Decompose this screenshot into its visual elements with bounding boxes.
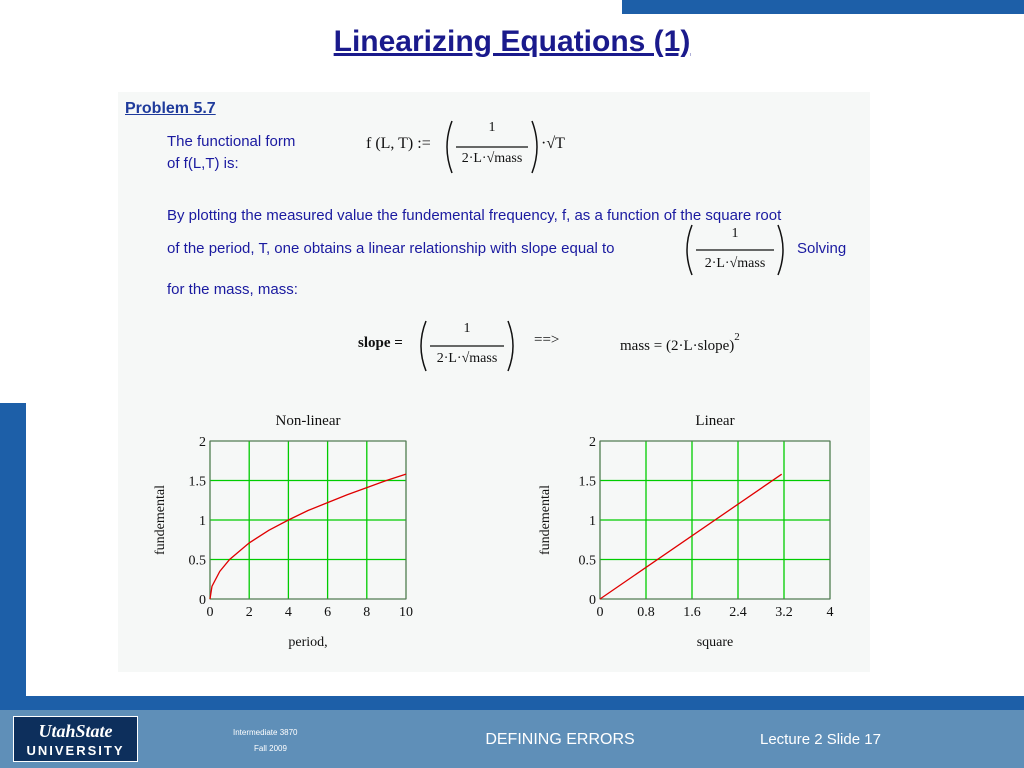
slope-lhs: slope =: [358, 335, 403, 351]
y-tick-label: 2: [199, 435, 206, 450]
footer-title: DEFINING ERRORS: [485, 731, 635, 748]
functional-form-line1: The functional form: [167, 133, 296, 150]
y-axis-label: fundemental: [538, 485, 553, 555]
y-axis-label: fundemental: [153, 485, 168, 555]
x-tick-label: 2.4: [729, 605, 747, 620]
x-tick-label: 1.6: [683, 605, 701, 620]
series-line: [210, 474, 406, 599]
series-line: [600, 474, 782, 599]
y-tick-label: 0: [589, 593, 596, 608]
linear-chart: [535, 408, 845, 670]
mass-equation: [620, 331, 740, 355]
logo-line1: UtahState: [38, 721, 113, 741]
functional-form-line2: of f(L,T) is:: [167, 155, 239, 172]
mass-equation-text: mass = (2·L·slope): [620, 338, 735, 354]
footer-band: [0, 696, 1024, 710]
footer-term: Fall 2009: [254, 744, 287, 753]
logo-line2: UNIVERSITY: [26, 743, 125, 758]
top-accent-bar: [622, 0, 1024, 14]
eq1-sqrt-t: ·√T: [541, 135, 565, 152]
eq2-denominator: 2·L·√mass: [704, 256, 766, 271]
y-tick-label: 0: [199, 593, 206, 608]
eq1-numerator: 1: [488, 120, 496, 135]
eq1-denominator: 2·L·√mass: [461, 151, 523, 166]
problem-heading: Problem 5.7: [125, 100, 216, 117]
x-tick-label: 3.2: [775, 605, 793, 620]
nonlinear-chart: [150, 408, 440, 670]
paragraph-solving: Solving: [797, 240, 847, 257]
x-tick-label: 0: [206, 605, 214, 620]
chart-title: Non-linear: [275, 413, 341, 429]
y-tick-label: 1: [589, 514, 596, 529]
paragraph-line3: for the mass, mass:: [167, 281, 298, 298]
slide-title: Linearizing Equations (1): [333, 25, 691, 58]
mass-exponent: 2: [734, 331, 740, 343]
y-tick-label: 0.5: [578, 553, 596, 569]
x-tick-label: 4: [284, 605, 292, 620]
x-tick-label: 2: [245, 605, 253, 620]
paragraph-line2: of the period, T, one obtains a linear relationship with slope equal to: [167, 240, 615, 257]
footer-slide-number: Lecture 2 Slide 17: [760, 731, 881, 748]
x-axis-label: square: [696, 635, 734, 650]
y-tick-label: 1.5: [578, 474, 596, 490]
footer-course: Intermediate 3870: [233, 728, 298, 737]
arrow-implies: ==>: [534, 332, 560, 348]
x-axis-label: period,: [288, 635, 328, 650]
eq3-numerator: 1: [463, 321, 471, 336]
left-accent-bar: [0, 403, 26, 700]
eq1-lhs: f (L, T) :=: [366, 135, 431, 152]
y-tick-label: 1.5: [188, 474, 206, 490]
x-tick-label: 6: [324, 605, 332, 620]
paragraph-line1: By plotting the measured value the fundemental frequency, f, as a function of the square root: [167, 207, 782, 224]
eq3-denominator: 2·L·√mass: [436, 351, 498, 366]
x-tick-label: 8: [363, 605, 371, 620]
eq2-numerator: 1: [731, 226, 739, 241]
y-tick-label: 0.5: [188, 553, 206, 569]
x-tick-label: 0.8: [637, 605, 655, 620]
y-tick-label: 1: [199, 514, 206, 529]
usu-logo: [13, 716, 138, 762]
y-tick-label: 2: [589, 435, 596, 450]
x-tick-label: 0: [596, 605, 604, 620]
x-tick-label: 10: [399, 605, 413, 620]
chart-title: Linear: [695, 413, 735, 429]
x-tick-label: 4: [826, 605, 834, 620]
